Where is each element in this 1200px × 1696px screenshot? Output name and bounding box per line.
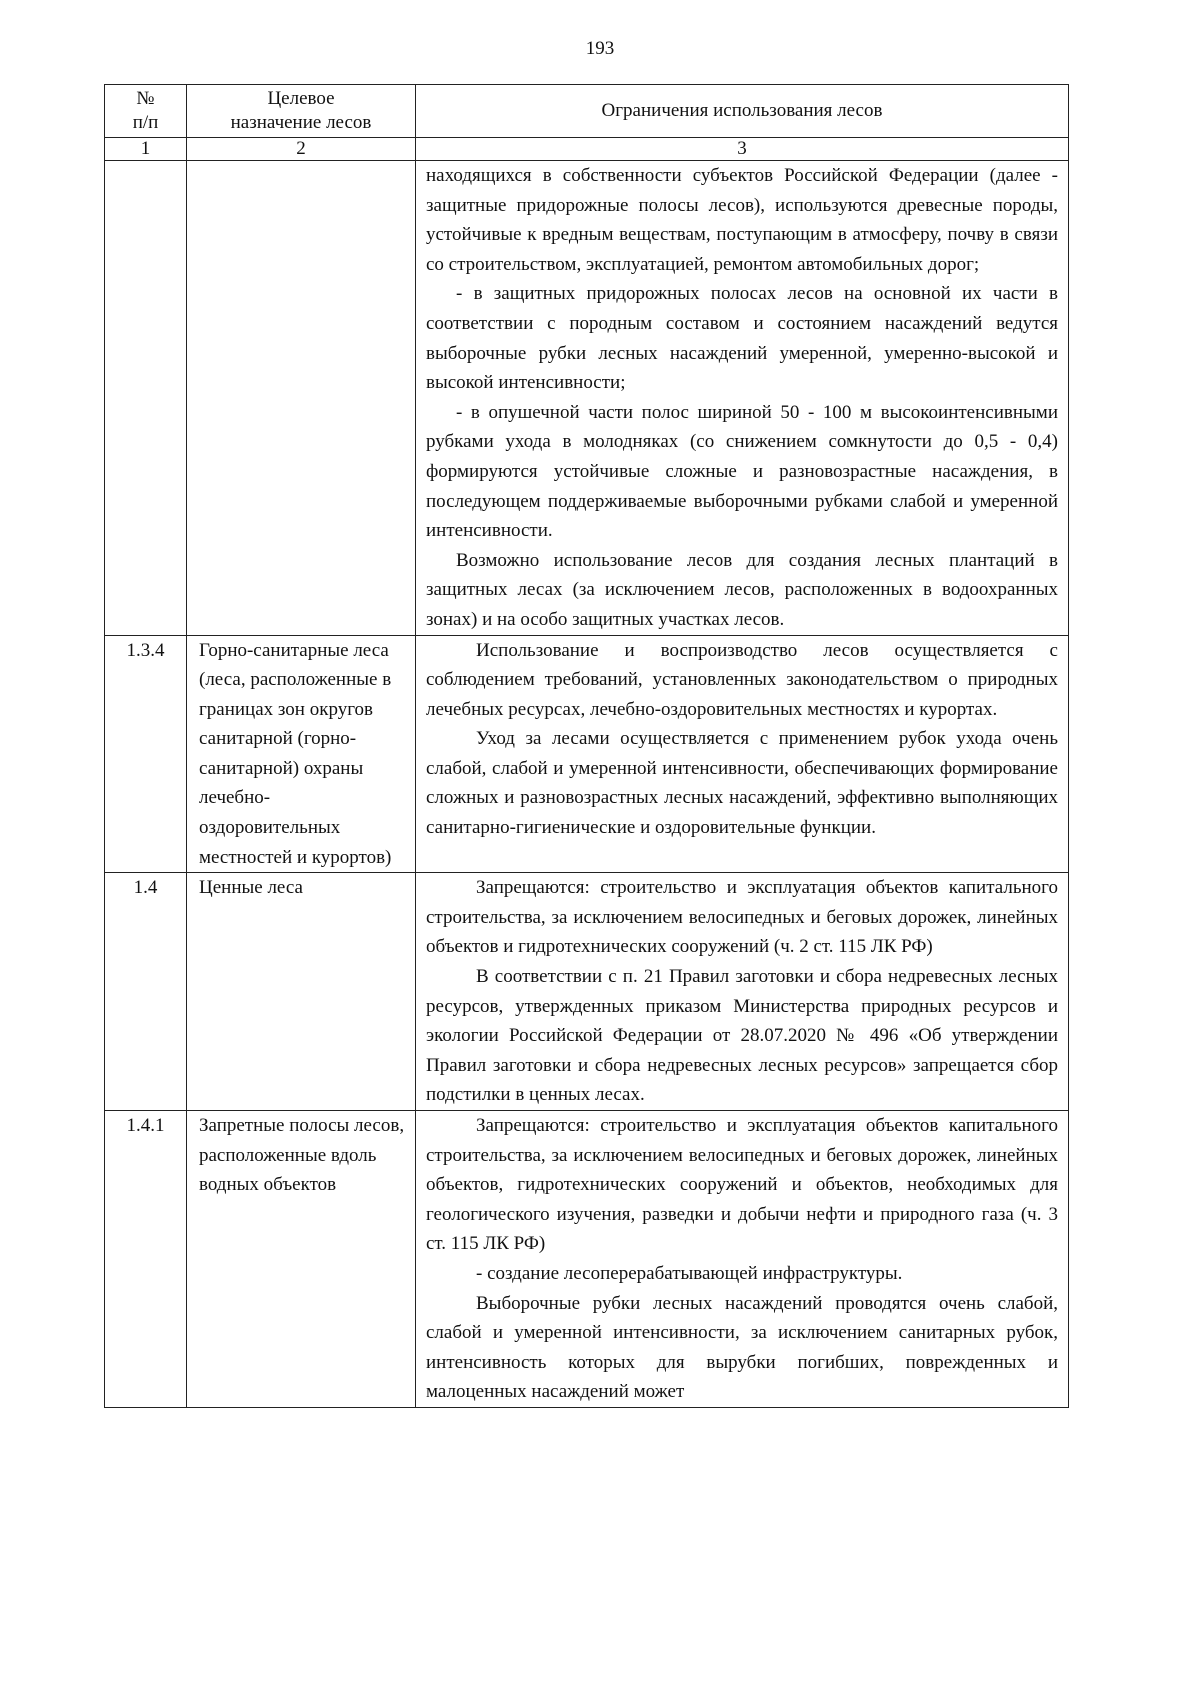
row-restrictions [416, 873, 1069, 1111]
page-number: 193 [585, 38, 615, 59]
column-index-3: 3 [416, 138, 1069, 161]
row-number: 1.4 [105, 873, 187, 1111]
paragraph: Использование и воспроизводство лесов осуществляется с соблюдением требований, установленных законодательством о природных лечебных ресурсах, лечебно-оздоровительных местностях и курортах. [426, 639, 1058, 720]
paragraph: Уход за лесами осуществляется с применением рубок ухода очень слабой, слабой и умеренной интенсивности, обеспечивающих формирование сложных и разновозрастных лесных насаждений, эффективно выполняющих санитарно-гигиенические и оздоровительные функции. [426, 728, 1058, 839]
paragraph: Выборочные рубки лесных насаждений проводятся очень слабой, слабой и умеренной интенсивности, за исключением санитарных рубок, интенсивность которых для вырубки погибших, поврежденных и малоценных насаждений может [426, 1292, 1058, 1403]
table-row [105, 1111, 1069, 1408]
table-row [105, 161, 1069, 636]
header-restrictions: Ограничения использования лесов [416, 85, 1069, 138]
header-purpose: Целевое назначение лесов [187, 85, 416, 138]
row-purpose: Ценные леса [187, 873, 416, 1111]
row-restrictions [416, 161, 1069, 636]
row-restrictions [416, 635, 1069, 873]
forest-restrictions-table [104, 84, 1069, 1408]
paragraph: В соответствии с п. 21 Правил заготовки и сбора недревесных лесных ресурсов, утвержденных приказом Министерства природных ресурсов и экологии Российской Федерации от 28.07.2020 № 496 «Об утверждении Правил заготовки и сбора недревесных лесных ресурсов» запрещается сбор подстилки в ценных лесах. [426, 966, 1058, 1106]
paragraph: - создание лесоперерабатывающей инфраструктуры. [476, 1262, 903, 1284]
paragraph: находящихся в собственности субъектов Российской Федерации (далее - защитные придорожные полосы лесов), используются древесные породы, устойчивые к вредным веществам, поступающим в атмосферу, почву в связи со строительством, эксплуатацией, ремонтом автомобильных дорог; [426, 165, 1058, 275]
row-number [105, 161, 187, 636]
paragraph: Возможно использование лесов для создания лесных плантаций в защитных лесах (за исключением лесов, расположенных в водоохранных зонах) и на особо защитных участках лесов. [426, 549, 1058, 630]
header-number: № п/п [105, 85, 187, 138]
paragraph: Запрещаются: строительство и эксплуатация объектов капитального строительства, за исключением велосипедных и беговых дорожек, линейных объектов, гидротехнических сооружений и объектов, необходимых для геологического изучения, разведки и добычи нефти и природного газа (ч. 3 ст. 115 ЛК РФ) [426, 1115, 1058, 1255]
row-purpose [187, 161, 416, 636]
table-row [105, 635, 1069, 873]
column-index-2: 2 [187, 138, 416, 161]
paragraph: - в защитных придорожных полосах лесов на основной их части в соответствии с породным составом и состоянием насаждений ведутся выборочные рубки лесных насаждений умеренной, умеренно-высокой и высокой интенсивности; [426, 283, 1058, 394]
row-purpose: Запретные полосы лесов, расположенные вдоль водных объектов [187, 1111, 416, 1408]
column-index-row [105, 138, 1069, 161]
column-index-1: 1 [105, 138, 187, 161]
paragraph: - в опушечной части полос шириной 50 - 100 м высокоинтенсивными рубками ухода в молодняках (со снижением сомкнутости до 0,5 - 0,4) формируются устойчивые сложные и разновозрастные насаждения, в последующем поддерживаемые выборочными рубками слабой и умеренной интенсивности. [426, 401, 1058, 542]
row-number: 1.4.1 [105, 1111, 187, 1408]
row-restrictions [416, 1111, 1069, 1408]
paragraph: Запрещаются: строительство и эксплуатация объектов капитального строительства, за исключением велосипедных и беговых дорожек, линейных объектов и гидротехнических сооружений (ч. 2 ст. 115 ЛК РФ) [426, 877, 1058, 958]
row-purpose: Горно-санитарные леса (леса, расположенные в границах зон округов санитарной (горно-санитарной) охраны лечебно-оздоровительных местностей и курортов) [187, 635, 416, 873]
row-number: 1.3.4 [105, 635, 187, 873]
table-header-row [105, 85, 1069, 138]
table-row [105, 873, 1069, 1111]
